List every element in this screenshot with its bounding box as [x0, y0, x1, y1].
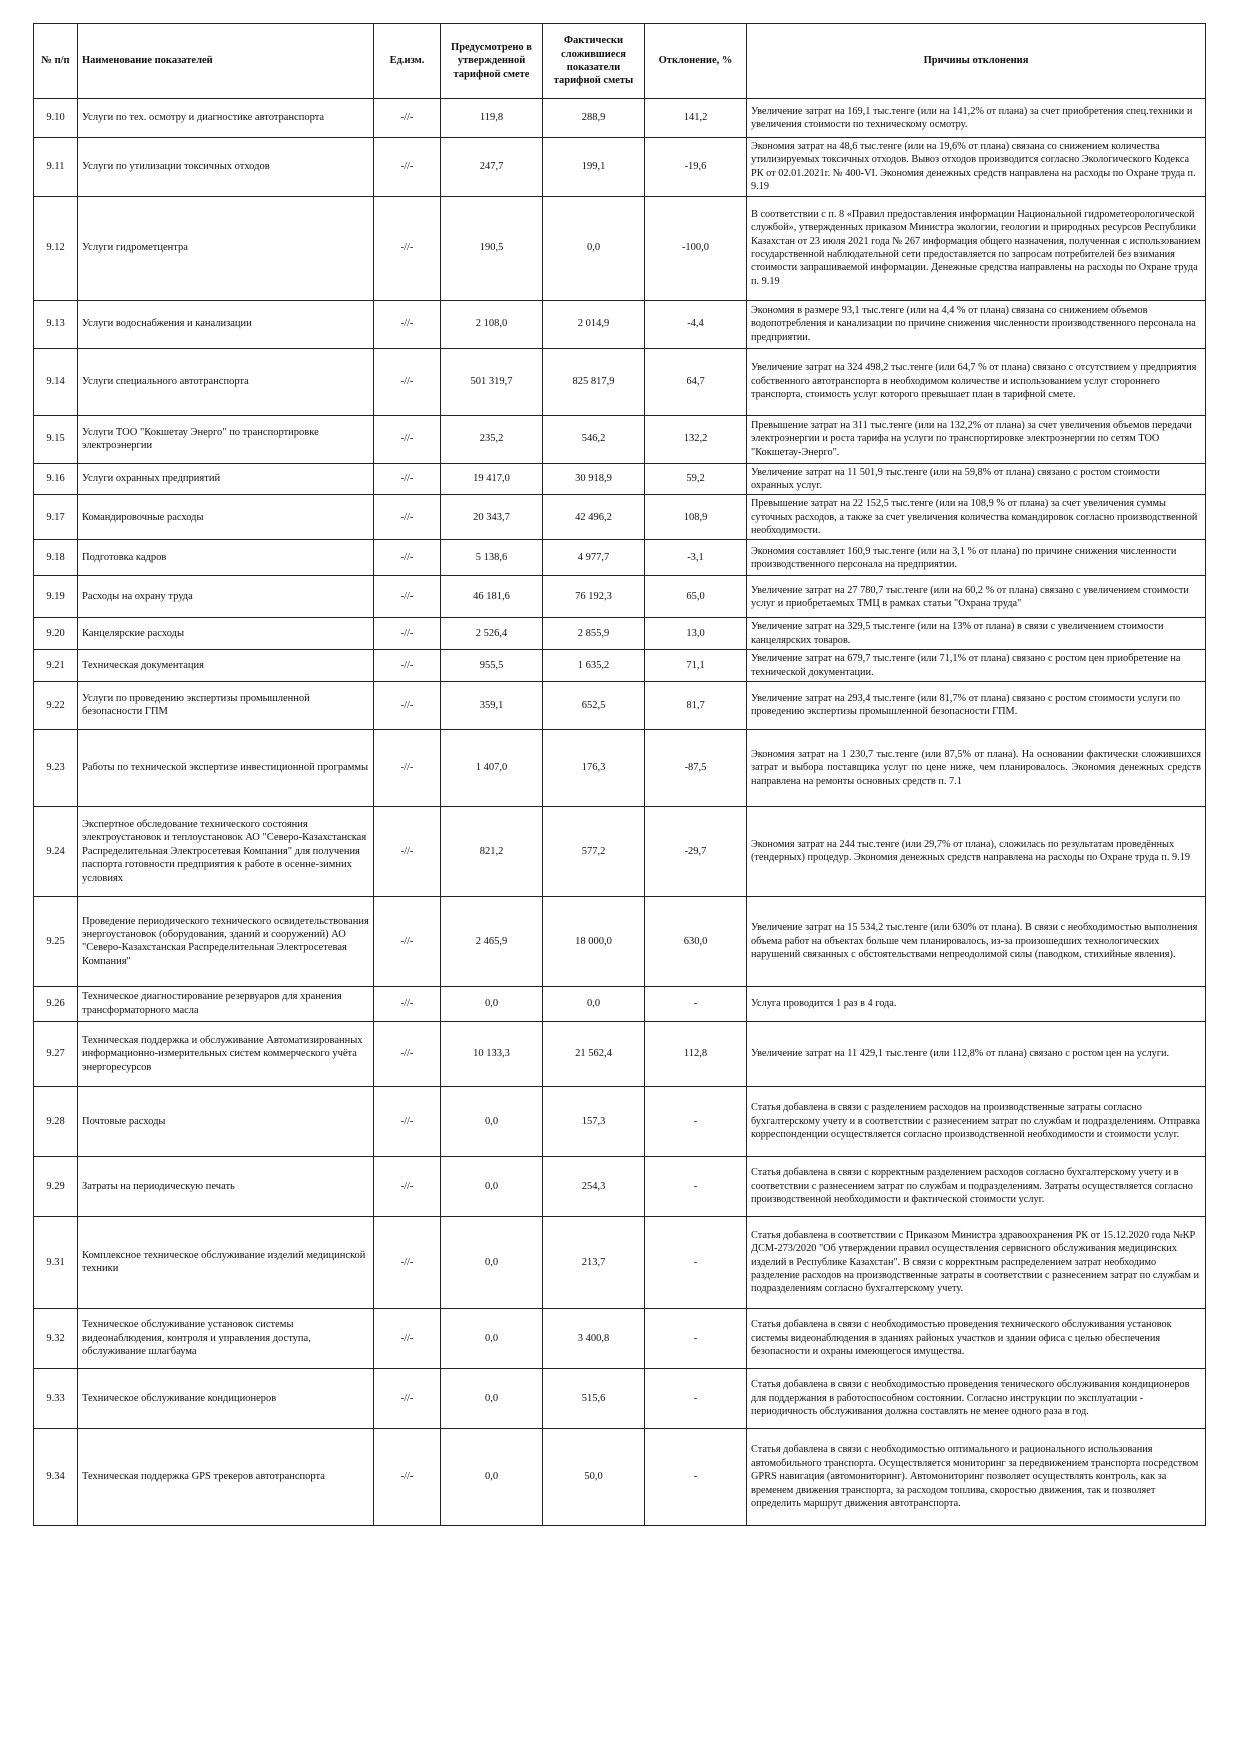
deviation-value: -3,1 — [645, 540, 747, 576]
indicator-name: Проведение периодического технического освидетельствования энергоустановок (оборудования, зданий и сооружений) АО "Северо-Казахстанская Распределительная Электросетевая Компания" — [78, 896, 374, 986]
planned-value: 119,8 — [441, 99, 543, 138]
table-row — [34, 138, 1206, 197]
table-row — [34, 896, 1206, 986]
deviation-reason: Превышение затрат на 311 тыс.тенге (или на 132,2% от плана) за счет увеличения объемов передачи электроэнергии и роста тарифа на услуги по транспортировке электроэнергии по сетям ТОО "Кокшетау-Энерго". — [747, 415, 1206, 463]
table-row — [34, 495, 1206, 540]
row-number: 9.12 — [34, 196, 78, 300]
unit-cell: -//- — [374, 138, 441, 197]
deviation-value: -4,4 — [645, 300, 747, 348]
unit-cell: -//- — [374, 1368, 441, 1428]
actual-value: 157,3 — [543, 1086, 645, 1156]
indicator-name: Техническая поддержка и обслуживание Автоматизированных информационно-измерительных систем коммерческого учёта энергоресурсов — [78, 1021, 374, 1086]
unit-cell: -//- — [374, 896, 441, 986]
planned-value: 247,7 — [441, 138, 543, 197]
planned-value: 2 108,0 — [441, 300, 543, 348]
actual-value: 176,3 — [543, 729, 645, 806]
row-number: 9.26 — [34, 986, 78, 1021]
actual-value: 18 000,0 — [543, 896, 645, 986]
deviation-value: - — [645, 1086, 747, 1156]
planned-value: 2 526,4 — [441, 618, 543, 650]
actual-value: 50,0 — [543, 1428, 645, 1525]
header-actual: Фактически сложившиеся показатели тарифной сметы — [543, 24, 645, 99]
unit-cell: -//- — [374, 729, 441, 806]
deviation-reason: Статья добавлена в связи с необходимостью проведения тенического обслуживания кондиционеров для поддержания в работоспособном состоянии. Согласно инструкции по эксплуатации - периодичность обслуживания должна составлять не менее одного раза в год. — [747, 1368, 1206, 1428]
table-row — [34, 681, 1206, 729]
row-number: 9.23 — [34, 729, 78, 806]
row-number: 9.13 — [34, 300, 78, 348]
unit-cell: -//- — [374, 540, 441, 576]
deviation-reason: Увеличение затрат на 324 498,2 тыс.тенге (или 64,7 % от плана) связано с отсутствием у предприятия собственного автотранспорта в необходимом количестве и использованием услуг стороннего транспорта, стоимость услуг которого превышает план в тарифной смете. — [747, 348, 1206, 415]
deviation-value: 59,2 — [645, 463, 747, 495]
row-number: 9.33 — [34, 1368, 78, 1428]
indicator-name: Работы по технической экспертизе инвестиционной программы — [78, 729, 374, 806]
unit-cell: -//- — [374, 463, 441, 495]
row-number: 9.27 — [34, 1021, 78, 1086]
table-row — [34, 986, 1206, 1021]
actual-value: 546,2 — [543, 415, 645, 463]
deviation-value: 141,2 — [645, 99, 747, 138]
indicator-name: Техническое обслуживание кондиционеров — [78, 1368, 374, 1428]
row-number: 9.16 — [34, 463, 78, 495]
report-sheet — [33, 23, 1205, 1526]
actual-value: 2 014,9 — [543, 300, 645, 348]
header-num: № п/п — [34, 24, 78, 99]
planned-value: 19 417,0 — [441, 463, 543, 495]
deviation-reason: Статья добавлена в связи с разделением расходов на производственные затраты согласно бухгалтерскому учету и в соответствии с разнесением затрат по службам и подразделениям. Отправка корреспонденции осуществляется согласно производственной необходимости и стоимости услуг. — [747, 1086, 1206, 1156]
planned-value: 235,2 — [441, 415, 543, 463]
row-number: 9.14 — [34, 348, 78, 415]
planned-value: 0,0 — [441, 1086, 543, 1156]
unit-cell: -//- — [374, 1156, 441, 1216]
planned-value: 190,5 — [441, 196, 543, 300]
actual-value: 21 562,4 — [543, 1021, 645, 1086]
deviation-reason: Статья добавлена в соответствии с Приказом Министра здравоохранения РК от 15.12.2020 года №КР ДСМ-273/2020 "Об утверждении правил осуществления сервисного обслуживания медицинских изделий в Республике Казахстан". В связи с корректным распределением затрат необходимо разделение расходов на производственные затраты в соответствии с разнесением затрат по службам и подразделениям согласно бухгалтерскому учету. — [747, 1216, 1206, 1308]
row-number: 9.28 — [34, 1086, 78, 1156]
planned-value: 10 133,3 — [441, 1021, 543, 1086]
table-row — [34, 99, 1206, 138]
row-number: 9.18 — [34, 540, 78, 576]
actual-value: 199,1 — [543, 138, 645, 197]
deviation-reason: Увеличение затрат на 15 534,2 тыс.тенге (или 630% от плана). В связи с необходимостью выполнения объема работ на объектах больше чем планировалось, из-за произошедших технологических нарушений связанных с обстоятельствами непреодолимой силы (паводком, стихийные явления). — [747, 896, 1206, 986]
actual-value: 2 855,9 — [543, 618, 645, 650]
actual-value: 42 496,2 — [543, 495, 645, 540]
planned-value: 501 319,7 — [441, 348, 543, 415]
deviation-value: 81,7 — [645, 681, 747, 729]
unit-cell: -//- — [374, 348, 441, 415]
deviation-table — [33, 23, 1206, 1526]
deviation-reason: Экономия в размере 93,1 тыс.тенге (или на 4,4 % от плана) связана со снижением объемов водопотребления и канализации по причине снижения численности производственного персонала на предприятии. — [747, 300, 1206, 348]
indicator-name: Услуги ТОО "Кокшетау Энерго" по транспортировке электроэнергии — [78, 415, 374, 463]
table-row — [34, 348, 1206, 415]
deviation-value: 630,0 — [645, 896, 747, 986]
header-row — [34, 24, 1206, 99]
indicator-name: Услуги водоснабжения и канализации — [78, 300, 374, 348]
row-number: 9.19 — [34, 576, 78, 618]
indicator-name: Техническое диагностирование резервуаров для хранения трансформаторного масла — [78, 986, 374, 1021]
indicator-name: Техническая поддержка GPS трекеров автотранспорта — [78, 1428, 374, 1525]
table-row — [34, 1156, 1206, 1216]
planned-value: 2 465,9 — [441, 896, 543, 986]
unit-cell: -//- — [374, 1308, 441, 1368]
deviation-reason: Статья добавлена в связи с необходимостью проведения технического обслуживания установок системы видеонаблюдения в зданиях районых участков и здании офиса с целью обеспечения безопасности и охраны имеющегося имущества. — [747, 1308, 1206, 1368]
indicator-name: Услуги по тех. осмотру и диагностике автотранспорта — [78, 99, 374, 138]
header-planned: Предусмотрено в утвержденной тарифной смете — [441, 24, 543, 99]
header-reasons: Причины отклонения — [747, 24, 1206, 99]
row-number: 9.21 — [34, 650, 78, 682]
actual-value: 4 977,7 — [543, 540, 645, 576]
actual-value: 254,3 — [543, 1156, 645, 1216]
unit-cell: -//- — [374, 618, 441, 650]
deviation-reason: Увеличение затрат на 169,1 тыс.тенге (или на 141,2% от плана) за счет приобретения спец.техники и увеличения стоимости по техническому осмотру. — [747, 99, 1206, 138]
row-number: 9.17 — [34, 495, 78, 540]
table-row — [34, 576, 1206, 618]
actual-value: 30 918,9 — [543, 463, 645, 495]
row-number: 9.11 — [34, 138, 78, 197]
actual-value: 577,2 — [543, 806, 645, 896]
indicator-name: Почтовые расходы — [78, 1086, 374, 1156]
deviation-reason: Увеличение затрат на 11 501,9 тыс.тенге (или на 59,8% от плана) связано с ростом стоимости охранных услуг. — [747, 463, 1206, 495]
planned-value: 0,0 — [441, 1156, 543, 1216]
deviation-reason: Экономия затрат на 244 тыс.тенге (или 29,7% от плана), сложилась по результатам проведённых (тендерных) процедур. Экономия денежных средств направлена на расходы по Охране труда п. 9.19 — [747, 806, 1206, 896]
deviation-reason: Увеличение затрат на 293,4 тыс.тенге (или 81,7% от плана) связано с ростом стоимости услуги по проведению экспертизы промышленной безопасности ГПМ. — [747, 681, 1206, 729]
deviation-value: 108,9 — [645, 495, 747, 540]
row-number: 9.22 — [34, 681, 78, 729]
deviation-reason: Превышение затрат на 22 152,5 тыс.тенге (или на 108,9 % от плана) за счет увеличения суммы суточных расходов, а также за счет увеличения количества командировок согласно производственной необходимости. — [747, 495, 1206, 540]
table-body — [34, 99, 1206, 1526]
planned-value: 20 343,7 — [441, 495, 543, 540]
actual-value: 825 817,9 — [543, 348, 645, 415]
deviation-value: -87,5 — [645, 729, 747, 806]
table-row — [34, 196, 1206, 300]
deviation-reason: Увеличение затрат на 11 429,1 тыс.тенге (или 112,8% от плана) связано с ростом цен на услуги. — [747, 1021, 1206, 1086]
deviation-value: - — [645, 1368, 747, 1428]
unit-cell: -//- — [374, 986, 441, 1021]
deviation-value: - — [645, 1308, 747, 1368]
indicator-name: Техническое обслуживание установок системы видеонаблюдения, контроля и управления доступа, обслуживание шлагбаума — [78, 1308, 374, 1368]
deviation-reason: Экономия затрат на 1 230,7 тыс.тенге (или 87,5% от плана). На основании фактически сложившихся затрат и выбора поставщика услуг по цене ниже, чем планировалось. Экономия денежных средств направлена на ремонты основных средств п. 7.1 — [747, 729, 1206, 806]
deviation-value: 64,7 — [645, 348, 747, 415]
actual-value: 0,0 — [543, 196, 645, 300]
planned-value: 46 181,6 — [441, 576, 543, 618]
deviation-reason: Увеличение затрат на 329,5 тыс.тенге (или на 13% от плана) в связи с увеличением стоимости канцелярских товаров. — [747, 618, 1206, 650]
unit-cell: -//- — [374, 300, 441, 348]
actual-value: 652,5 — [543, 681, 645, 729]
planned-value: 359,1 — [441, 681, 543, 729]
deviation-value: - — [645, 1216, 747, 1308]
unit-cell: -//- — [374, 681, 441, 729]
row-number: 9.34 — [34, 1428, 78, 1525]
deviation-value: - — [645, 986, 747, 1021]
indicator-name: Затраты на периодическую печать — [78, 1156, 374, 1216]
table-row — [34, 1308, 1206, 1368]
indicator-name: Услуги по утилизации токсичных отходов — [78, 138, 374, 197]
planned-value: 0,0 — [441, 1216, 543, 1308]
table-row — [34, 1086, 1206, 1156]
indicator-name: Услуги гидрометцентра — [78, 196, 374, 300]
header-unit: Ед.изм. — [374, 24, 441, 99]
deviation-value: - — [645, 1156, 747, 1216]
deviation-reason: Статья добавлена в связи с необходимостью оптимального и рационального использования автомобильного транспорта. Осуществляется мониторинг за передвижением транспорта посредством GPRS навигация (автомониторинг). Автомониторинг позволяет осуществлять контроль, как за временем движения транспорта, за расходом топлива, скоростью движения, так и позволяет определить маршрут движения автотранспорта. — [747, 1428, 1206, 1525]
indicator-name: Услуги по проведению экспертизы промышленной безопасности ГПМ — [78, 681, 374, 729]
row-number: 9.20 — [34, 618, 78, 650]
row-number: 9.32 — [34, 1308, 78, 1368]
indicator-name: Подготовка кадров — [78, 540, 374, 576]
unit-cell: -//- — [374, 415, 441, 463]
deviation-value: 13,0 — [645, 618, 747, 650]
planned-value: 0,0 — [441, 1368, 543, 1428]
table-row — [34, 1216, 1206, 1308]
unit-cell: -//- — [374, 650, 441, 682]
row-number: 9.15 — [34, 415, 78, 463]
deviation-value: -29,7 — [645, 806, 747, 896]
row-number: 9.31 — [34, 1216, 78, 1308]
planned-value: 1 407,0 — [441, 729, 543, 806]
indicator-name: Командировочные расходы — [78, 495, 374, 540]
deviation-reason: Услуга проводится 1 раз в 4 года. — [747, 986, 1206, 1021]
unit-cell: -//- — [374, 196, 441, 300]
actual-value: 288,9 — [543, 99, 645, 138]
deviation-reason: Увеличение затрат на 679,7 тыс.тенге (или 71,1% от плана) связано с ростом цен приобретение на технической документации. — [747, 650, 1206, 682]
deviation-reason: Статья добавлена в связи с корректным разделением расходов согласно бухгалтерскому учету и в соответствии с разнесением затрат по службам и подразделениям. Затраты осуществляется согласно производственной необходимости и фактической стоимости услуг. — [747, 1156, 1206, 1216]
actual-value: 1 635,2 — [543, 650, 645, 682]
deviation-value: - — [645, 1428, 747, 1525]
row-number: 9.25 — [34, 896, 78, 986]
table-row — [34, 729, 1206, 806]
header-deviation: Отклонение, % — [645, 24, 747, 99]
unit-cell: -//- — [374, 1021, 441, 1086]
indicator-name: Услуги специального автотранспорта — [78, 348, 374, 415]
deviation-value: 112,8 — [645, 1021, 747, 1086]
indicator-name: Комплексное техническое обслуживание изделий медицинской техники — [78, 1216, 374, 1308]
table-row — [34, 1021, 1206, 1086]
row-number: 9.29 — [34, 1156, 78, 1216]
deviation-reason: Увеличение затрат на 27 780,7 тыс.тенге (или на 60,2 % от плана) связано с увеличением стоимости услуг и приобретаемых ТМЦ в рамках статьи "Охрана труда" — [747, 576, 1206, 618]
deviation-value: 132,2 — [645, 415, 747, 463]
table-row — [34, 463, 1206, 495]
planned-value: 5 138,6 — [441, 540, 543, 576]
planned-value: 0,0 — [441, 1308, 543, 1368]
planned-value: 955,5 — [441, 650, 543, 682]
deviation-reason: В соответствии с п. 8 «Правил предоставления информации Национальной гидрометеорологической службой», утвержденных приказом Министра экологии, геологии и природных ресурсов Республики Казахстан от 23 июля 2021 года № 267 информация общего назначения, полученная с использованием государственной наблюдательной сети предоставляется по запросам потребителей без взимания стоимости запрашиваемой информации. Денежные средства направлены на расходы по Охране труда п. 9.19 — [747, 196, 1206, 300]
table-row — [34, 618, 1206, 650]
unit-cell: -//- — [374, 806, 441, 896]
table-row — [34, 300, 1206, 348]
indicator-name: Канцелярские расходы — [78, 618, 374, 650]
deviation-value: 71,1 — [645, 650, 747, 682]
header-name: Наименование показателей — [78, 24, 374, 99]
table-row — [34, 540, 1206, 576]
unit-cell: -//- — [374, 576, 441, 618]
indicator-name: Техническая документация — [78, 650, 374, 682]
deviation-value: -100,0 — [645, 196, 747, 300]
actual-value: 76 192,3 — [543, 576, 645, 618]
table-row — [34, 1428, 1206, 1525]
actual-value: 213,7 — [543, 1216, 645, 1308]
table-row — [34, 415, 1206, 463]
planned-value: 0,0 — [441, 986, 543, 1021]
unit-cell: -//- — [374, 495, 441, 540]
table-row — [34, 1368, 1206, 1428]
deviation-reason: Экономия затрат на 48,6 тыс.тенге (или на 19,6% от плана) связана со снижением количества утилизируемых токсичных отходов. Вывоз отходов производится согласно Экологического Кодекса РК от 02.01.2021г. № 400-VI. Экономия денежных средств направлена на расходы по Охране труда п. 9.19 — [747, 138, 1206, 197]
deviation-value: 65,0 — [645, 576, 747, 618]
actual-value: 515,6 — [543, 1368, 645, 1428]
deviation-reason: Экономия составляет 160,9 тыс.тенге (или на 3,1 % от плана) по причине снижения численности производственного персонала на предприятии. — [747, 540, 1206, 576]
planned-value: 821,2 — [441, 806, 543, 896]
table-row — [34, 650, 1206, 682]
planned-value: 0,0 — [441, 1428, 543, 1525]
indicator-name: Услуги охранных предприятий — [78, 463, 374, 495]
indicator-name: Расходы на охрану труда — [78, 576, 374, 618]
deviation-value: -19,6 — [645, 138, 747, 197]
unit-cell: -//- — [374, 1216, 441, 1308]
indicator-name: Экспертное обследование технического состояния электроустановок и теплоустановок АО "Северо-Казахстанская Распределительная Электросетевая Компания" для получения паспорта готовности предприятия к работе в осенне-зимних условиях — [78, 806, 374, 896]
row-number: 9.10 — [34, 99, 78, 138]
actual-value: 0,0 — [543, 986, 645, 1021]
table-row — [34, 806, 1206, 896]
unit-cell: -//- — [374, 99, 441, 138]
unit-cell: -//- — [374, 1428, 441, 1525]
row-number: 9.24 — [34, 806, 78, 896]
actual-value: 3 400,8 — [543, 1308, 645, 1368]
unit-cell: -//- — [374, 1086, 441, 1156]
